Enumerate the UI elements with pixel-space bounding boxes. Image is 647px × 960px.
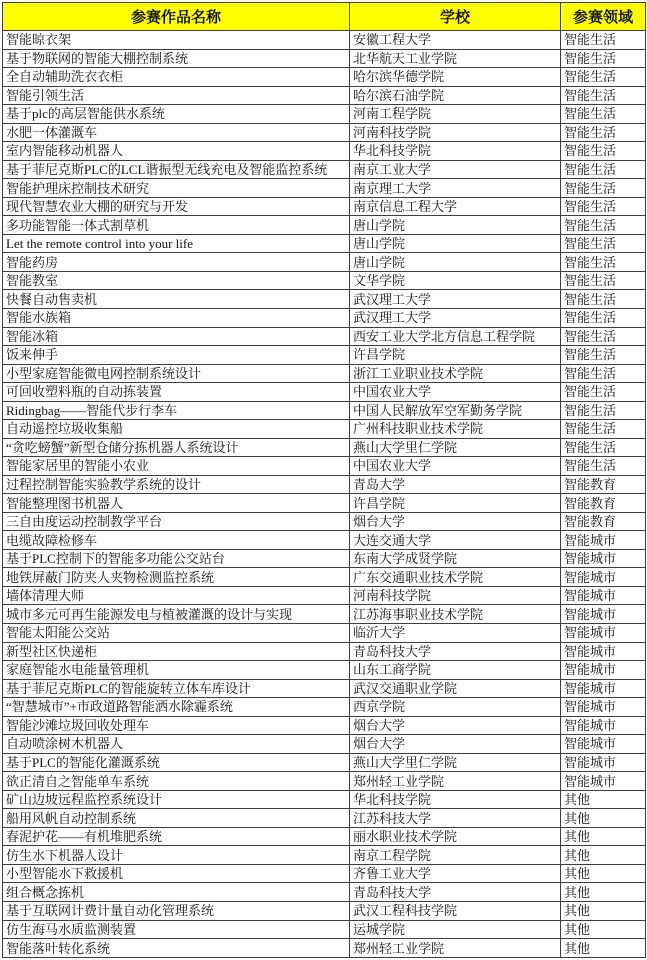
school-cell: 哈尔滨华德学院 [350, 68, 561, 87]
field-cell: 智能生活 [561, 364, 646, 383]
field-cell: 智能教育 [561, 512, 646, 531]
field-cell: 智能城市 [561, 716, 646, 735]
school-cell: 河南科技学院 [350, 123, 561, 142]
school-cell: 中国人民解放军空军勤务学院 [350, 401, 561, 420]
field-cell: 智能生活 [561, 346, 646, 365]
table-row [3, 327, 646, 346]
school-cell: 华北科技学院 [350, 142, 561, 161]
field-cell: 智能生活 [561, 31, 646, 50]
school-cell: 青岛科技大学 [350, 642, 561, 661]
table-row [3, 809, 646, 828]
col-header-field: 参赛领域 [561, 3, 646, 31]
field-cell: 智能生活 [561, 86, 646, 105]
table-row [3, 679, 646, 698]
school-cell: 华北科技学院 [350, 790, 561, 809]
field-cell: 智能城市 [561, 531, 646, 550]
school-cell: 青岛科技大学 [350, 883, 561, 902]
school-cell: 郑州轻工业学院 [350, 772, 561, 791]
field-cell: 智能城市 [561, 753, 646, 772]
table-row [3, 383, 646, 402]
field-cell: 其他 [561, 790, 646, 809]
table-row [3, 568, 646, 587]
school-cell: 烟台大学 [350, 735, 561, 754]
table-row [3, 605, 646, 624]
field-cell: 智能城市 [561, 661, 646, 680]
table-row [3, 735, 646, 754]
field-cell: 智能城市 [561, 772, 646, 791]
table-row [3, 401, 646, 420]
field-cell: 智能教育 [561, 475, 646, 494]
entry-name-cell: 智能药房 [3, 253, 350, 272]
school-cell: 西安工业大学北方信息工程学院 [350, 327, 561, 346]
field-cell: 智能城市 [561, 735, 646, 754]
school-cell: 安徽工程大学 [350, 31, 561, 50]
table-row [3, 179, 646, 198]
table-row [3, 549, 646, 568]
table-row [3, 123, 646, 142]
field-cell: 智能城市 [561, 605, 646, 624]
field-cell: 其他 [561, 846, 646, 865]
school-cell: 许昌学院 [350, 494, 561, 513]
field-cell: 智能生活 [561, 68, 646, 87]
field-cell: 智能生活 [561, 383, 646, 402]
school-cell: 唐山学院 [350, 216, 561, 235]
field-cell: 其他 [561, 901, 646, 920]
entry-name-cell: 基于plc的高层智能供水系统 [3, 105, 350, 124]
field-cell: 智能生活 [561, 123, 646, 142]
school-cell: 唐山学院 [350, 253, 561, 272]
entry-name-cell: 组合概念拣机 [3, 883, 350, 902]
table-row [3, 49, 646, 68]
table-row [3, 753, 646, 772]
table-row [3, 901, 646, 920]
field-cell: 智能生活 [561, 234, 646, 253]
field-cell: 智能生活 [561, 401, 646, 420]
entry-name-cell: 智能教室 [3, 271, 350, 290]
school-cell: 临沂大学 [350, 624, 561, 643]
entry-name-cell: 自动遥控垃圾收集船 [3, 420, 350, 439]
entry-name-cell: 智能水族箱 [3, 308, 350, 327]
table-row [3, 253, 646, 272]
header-row [3, 3, 646, 31]
field-cell: 其他 [561, 809, 646, 828]
entry-name-cell: 自动喷涂树木机器人 [3, 735, 350, 754]
entry-name-cell: 春泥护花——有机堆肥系统 [3, 827, 350, 846]
table-row [3, 864, 646, 883]
field-cell: 其他 [561, 920, 646, 939]
entry-name-cell: Ridingbag——智能代步行李车 [3, 401, 350, 420]
table-row [3, 494, 646, 513]
field-cell: 智能生活 [561, 197, 646, 216]
field-cell: 其他 [561, 864, 646, 883]
entry-name-cell: 电缆故障检修车 [3, 531, 350, 550]
entry-name-cell: 水肥一体灌溉车 [3, 123, 350, 142]
school-cell: 江苏科技大学 [350, 809, 561, 828]
table-row [3, 457, 646, 476]
table-row [3, 920, 646, 939]
field-cell: 智能生活 [561, 327, 646, 346]
school-cell: 郑州轻工业学院 [350, 939, 561, 958]
entry-name-cell: “贪吃螃蟹”新型仓储分拣机器人系统设计 [3, 438, 350, 457]
entry-name-cell: 基于菲尼克斯PLC的智能旋转立体车库设计 [3, 679, 350, 698]
entry-name-cell: 可回收塑料瓶的自动拣装置 [3, 383, 350, 402]
field-cell: 智能生活 [561, 438, 646, 457]
entry-name-cell: 城市多元可再生能源发电与植被灌溉的设计与实现 [3, 605, 350, 624]
entry-name-cell: 智能护理床控制技术研究 [3, 179, 350, 198]
entry-name-cell: 智能冰箱 [3, 327, 350, 346]
entry-name-cell: 智能落叶转化系统 [3, 939, 350, 958]
school-cell: 许昌学院 [350, 346, 561, 365]
entry-name-cell: 地铁屏蔽门防夹人夹物检测监控系统 [3, 568, 350, 587]
field-cell: 智能生活 [561, 179, 646, 198]
school-cell: 文华学院 [350, 271, 561, 290]
table-row [3, 531, 646, 550]
entry-name-cell: 现代智慧农业大棚的研究与开发 [3, 197, 350, 216]
entry-name-cell: Let the remote control into your life [3, 234, 350, 253]
table-row [3, 271, 646, 290]
table-row [3, 586, 646, 605]
table-row [3, 642, 646, 661]
field-cell: 智能教育 [561, 494, 646, 513]
entry-name-cell: “智慧城市”+市政道路智能洒水除霾系统 [3, 698, 350, 717]
entry-name-cell: 基于物联网的智能大棚控制系统 [3, 49, 350, 68]
school-cell: 南京理工大学 [350, 179, 561, 198]
school-cell: 烟台大学 [350, 716, 561, 735]
field-cell: 智能城市 [561, 679, 646, 698]
table-row [3, 216, 646, 235]
table-row [3, 160, 646, 179]
school-cell: 丽水职业技术学院 [350, 827, 561, 846]
field-cell: 智能城市 [561, 698, 646, 717]
table-row [3, 290, 646, 309]
table-body [3, 31, 646, 958]
col-header-entry-name: 参赛作品名称 [3, 3, 350, 31]
school-cell: 南京信息工程大学 [350, 197, 561, 216]
field-cell: 智能生活 [561, 420, 646, 439]
field-cell: 智能生活 [561, 160, 646, 179]
entry-name-cell: 基于PLC控制下的智能多功能公交站台 [3, 549, 350, 568]
school-cell: 武汉理工大学 [350, 308, 561, 327]
entry-name-cell: 过程控制智能实验教学系统的设计 [3, 475, 350, 494]
field-cell: 其他 [561, 883, 646, 902]
field-cell: 智能生活 [561, 105, 646, 124]
field-cell: 其他 [561, 827, 646, 846]
entry-name-cell: 饭来伸手 [3, 346, 350, 365]
school-cell: 武汉工程科技学院 [350, 901, 561, 920]
table-row [3, 698, 646, 717]
field-cell: 智能城市 [561, 549, 646, 568]
entry-name-cell: 基于互联网计费计量自动化管理系统 [3, 901, 350, 920]
table-row [3, 346, 646, 365]
field-cell: 智能生活 [561, 253, 646, 272]
entry-name-cell: 室内智能移动机器人 [3, 142, 350, 161]
school-cell: 东南大学成贤学院 [350, 549, 561, 568]
table-row [3, 364, 646, 383]
school-cell: 燕山大学里仁学院 [350, 438, 561, 457]
entry-name-cell: 欲正清自之智能单车系统 [3, 772, 350, 791]
entry-name-cell: 智能整理图书机器人 [3, 494, 350, 513]
table-row [3, 234, 646, 253]
school-cell: 广州科技职业技术学院 [350, 420, 561, 439]
school-cell: 烟台大学 [350, 512, 561, 531]
field-cell: 智能城市 [561, 568, 646, 587]
table-row [3, 624, 646, 643]
field-cell: 智能城市 [561, 624, 646, 643]
entry-name-cell: 家庭智能水电能量管理机 [3, 661, 350, 680]
entry-name-cell: 小型智能水下救援机 [3, 864, 350, 883]
entry-name-cell: 三自由度运动控制教学平台 [3, 512, 350, 531]
table-row [3, 86, 646, 105]
field-cell: 智能城市 [561, 586, 646, 605]
school-cell: 西京学院 [350, 698, 561, 717]
table-row [3, 31, 646, 50]
table-row [3, 939, 646, 958]
school-cell: 燕山大学里仁学院 [350, 753, 561, 772]
entry-name-cell: 智能家居里的智能小农业 [3, 457, 350, 476]
table-row [3, 827, 646, 846]
table-row [3, 512, 646, 531]
field-cell: 智能生活 [561, 290, 646, 309]
table-row [3, 420, 646, 439]
field-cell: 其他 [561, 939, 646, 958]
entry-name-cell: 船用风帆自动控制系统 [3, 809, 350, 828]
school-cell: 中国农业大学 [350, 383, 561, 402]
table-row [3, 142, 646, 161]
table-row [3, 308, 646, 327]
table-row [3, 661, 646, 680]
table-row [3, 772, 646, 791]
school-cell: 河南科技学院 [350, 586, 561, 605]
school-cell: 哈尔滨石油学院 [350, 86, 561, 105]
field-cell: 智能生活 [561, 457, 646, 476]
entry-name-cell: 基于菲尼克斯PLC的LCL谐振型无线充电及智能监控系统 [3, 160, 350, 179]
school-cell: 浙江工业职业技术学院 [350, 364, 561, 383]
entries-table [2, 2, 646, 958]
entry-name-cell: 小型家庭智能微电网控制系统设计 [3, 364, 350, 383]
entry-name-cell: 智能晾衣架 [3, 31, 350, 50]
school-cell: 青岛大学 [350, 475, 561, 494]
entry-name-cell: 智能沙滩垃圾回收处理车 [3, 716, 350, 735]
school-cell: 河南工程学院 [350, 105, 561, 124]
entry-name-cell: 矿山边坡远程监控系统设计 [3, 790, 350, 809]
col-header-school: 学校 [350, 3, 561, 31]
table-row [3, 197, 646, 216]
field-cell: 智能城市 [561, 642, 646, 661]
table-row [3, 105, 646, 124]
entry-name-cell: 仿生水下机器人设计 [3, 846, 350, 865]
school-cell: 中国农业大学 [350, 457, 561, 476]
table-row [3, 790, 646, 809]
school-cell: 北华航天工业学院 [350, 49, 561, 68]
table-row [3, 475, 646, 494]
entry-name-cell: 智能引领生活 [3, 86, 350, 105]
table-row [3, 716, 646, 735]
entry-name-cell: 墙体清理大师 [3, 586, 350, 605]
entry-name-cell: 智能太阳能公交站 [3, 624, 350, 643]
entry-name-cell: 多功能智能一体式割草机 [3, 216, 350, 235]
field-cell: 智能生活 [561, 271, 646, 290]
table-row [3, 846, 646, 865]
school-cell: 南京工程学院 [350, 846, 561, 865]
field-cell: 智能生活 [561, 142, 646, 161]
school-cell: 武汉理工大学 [350, 290, 561, 309]
school-cell: 大连交通大学 [350, 531, 561, 550]
entry-name-cell: 全自动辅助洗衣衣柜 [3, 68, 350, 87]
table-row [3, 438, 646, 457]
school-cell: 山东工商学院 [350, 661, 561, 680]
school-cell: 运城学院 [350, 920, 561, 939]
field-cell: 智能生活 [561, 49, 646, 68]
school-cell: 齐鲁工业大学 [350, 864, 561, 883]
table-row [3, 883, 646, 902]
field-cell: 智能生活 [561, 308, 646, 327]
field-cell: 智能生活 [561, 216, 646, 235]
school-cell: 广东交通职业技术学院 [350, 568, 561, 587]
table-row [3, 68, 646, 87]
school-cell: 唐山学院 [350, 234, 561, 253]
entry-name-cell: 快餐自动售卖机 [3, 290, 350, 309]
entry-name-cell: 基于PLC的智能化灌溉系统 [3, 753, 350, 772]
entry-name-cell: 仿生海马水质监测装置 [3, 920, 350, 939]
school-cell: 江苏海事职业技术学院 [350, 605, 561, 624]
school-cell: 南京工业大学 [350, 160, 561, 179]
school-cell: 武汉交通职业学院 [350, 679, 561, 698]
entry-name-cell: 新型社区快递柜 [3, 642, 350, 661]
